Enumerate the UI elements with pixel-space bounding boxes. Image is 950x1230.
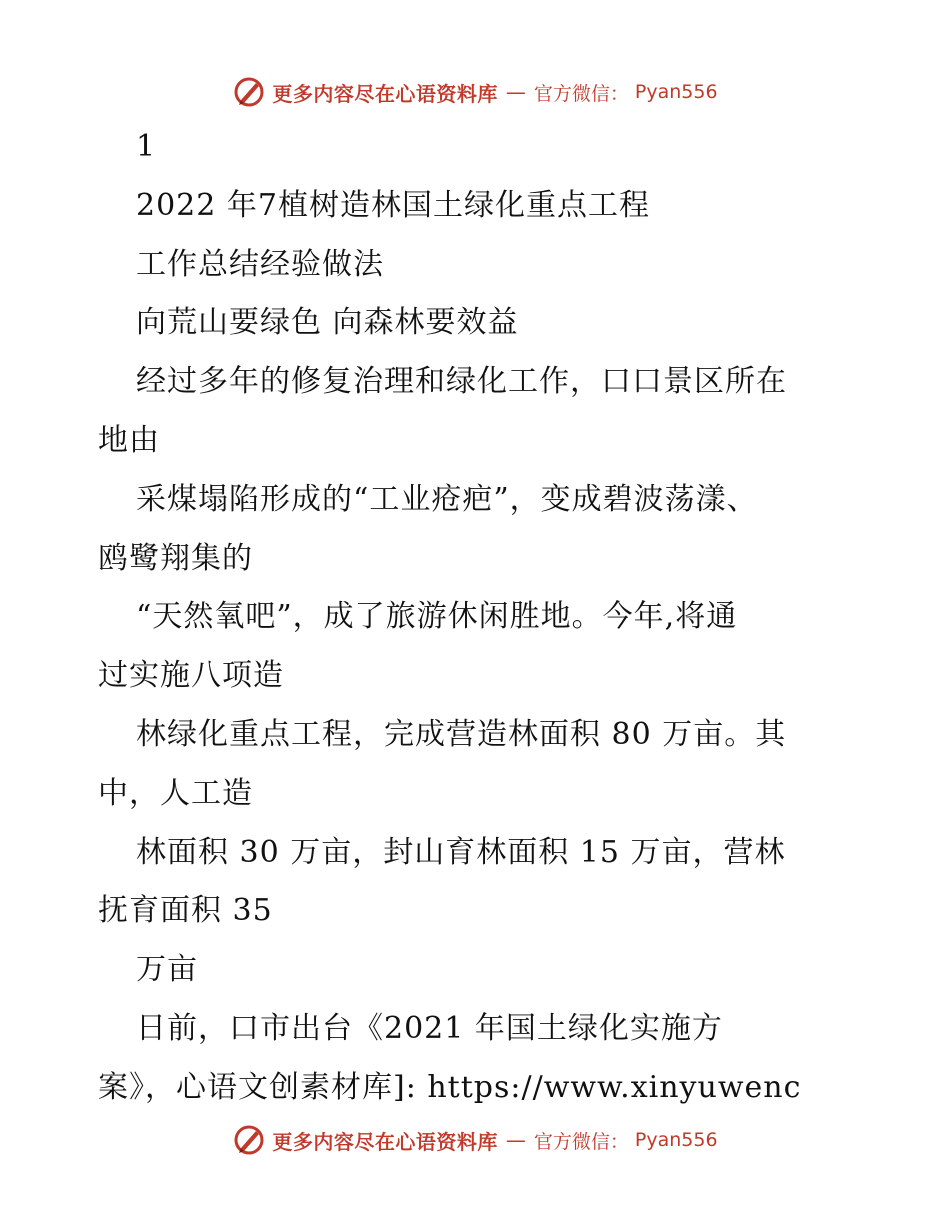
pen-logo-icon xyxy=(232,1123,266,1157)
banner-wechat-id: Pyan556 xyxy=(634,81,718,103)
pen-logo-icon xyxy=(232,75,266,109)
paragraph-line: 鸥鹭翔集的 xyxy=(98,540,253,576)
paragraph-line: 万亩 xyxy=(136,952,198,988)
doc-title-line-1: 2022 年7植树造林国土绿化重点工程 xyxy=(136,187,650,223)
paragraph-line: 经过多年的修复治理和绿化工作，口口景区所在 xyxy=(136,364,787,400)
footer-banner xyxy=(0,1120,950,1160)
banner-wechat-label: 官方微信： xyxy=(533,1130,629,1153)
paragraph-line: 过实施八项造 xyxy=(98,658,284,694)
page-number: 1 xyxy=(136,129,157,164)
paragraph-line: 林绿化重点工程，完成营造林面积 80 万亩。其 xyxy=(136,716,787,752)
paragraph-line: 林面积 30 万亩，封山育林面积 15 万亩，营林 xyxy=(136,834,786,870)
banner-title: 更多内容尽在心语资料库 xyxy=(272,81,498,106)
banner-dash: — xyxy=(505,80,526,104)
paragraph-line: 抚育面积 35 xyxy=(98,893,273,929)
paragraph-line: 日前，口市出台《2021 年国土绿化实施方 xyxy=(136,1010,723,1046)
paragraph-line: 案》，心语文创素材库]: https://www.xinyuwenc xyxy=(98,1069,802,1105)
banner-dash: — xyxy=(505,1128,526,1152)
banner-content xyxy=(232,1123,717,1157)
paragraph-line: 中，人工造 xyxy=(98,775,253,811)
banner-title: 更多内容尽在心语资料库 xyxy=(272,1129,498,1154)
banner-wechat-id: Pyan556 xyxy=(634,1129,718,1151)
banner-wechat-label: 官方微信： xyxy=(533,82,629,105)
doc-title-line-2: 工作总结经验做法 xyxy=(136,246,384,282)
banner-content xyxy=(232,75,717,109)
header-banner xyxy=(0,72,950,112)
paragraph-line: 采煤塌陷形成的“工业疮疤”，变成碧波荡漾、 xyxy=(136,481,758,517)
paragraph-line: “天然氧吧”，成了旅游休闲胜地。今年,将通 xyxy=(136,599,738,635)
paragraph-line: 地由 xyxy=(98,422,160,458)
doc-subtitle: 向荒山要绿色 向森林要效益 xyxy=(136,305,519,341)
document-body xyxy=(98,118,858,1118)
